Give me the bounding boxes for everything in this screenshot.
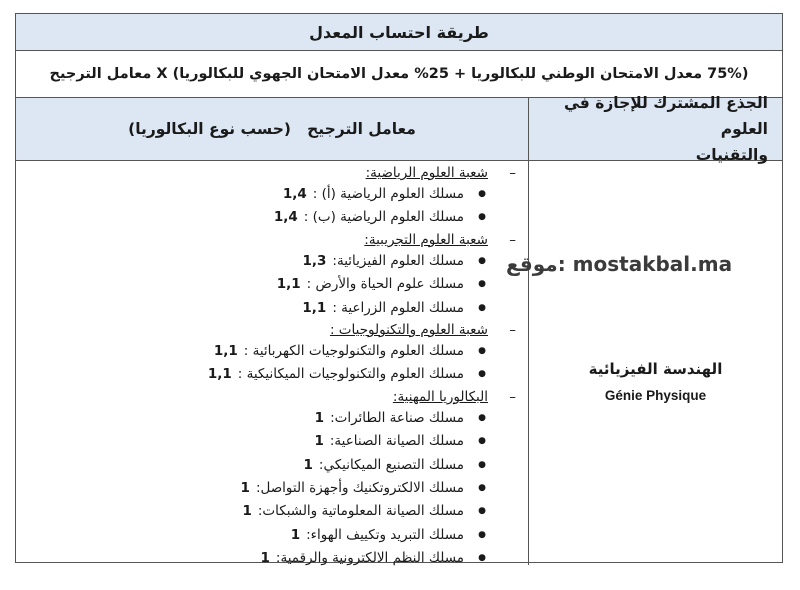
track-coefficient: 1,1: [213, 342, 238, 359]
track-item: [16, 547, 516, 570]
track-item: [16, 250, 516, 273]
track-item: [16, 454, 516, 477]
formula-text: (75% معدل الامتحان الوطني للبكالوريا + 25% معدل الامتحان الجهوي للبكالوريا) X معامل الترجيح: [49, 66, 749, 82]
track-name: مسلك النظم الالكترونية والرقمية:: [275, 550, 464, 567]
track-coefficient: 1,1: [302, 299, 327, 316]
header-program-line2: والتقنيات: [695, 146, 768, 164]
track-coefficient: 1: [314, 433, 324, 450]
body-row: [16, 161, 782, 565]
track-item: [16, 183, 516, 206]
track-name: مسلك العلوم الرياضية (أ) :: [312, 186, 464, 202]
track-coefficient: 1: [314, 409, 325, 426]
group-label-text: شعبة العلوم الرياضية:: [365, 165, 488, 181]
header-coefficient-cell: [16, 98, 528, 160]
track-name: مسلك صناعة الطائرات:: [330, 409, 464, 426]
coefficients-cell: [16, 161, 528, 565]
track-item: [16, 273, 516, 296]
track-coefficient: 1,1: [207, 366, 232, 383]
track-item: [16, 363, 516, 386]
header-coefficient-text: معامل الترجيح (حسب نوع البكالوريا): [128, 120, 416, 138]
specialty-french: Génie Physique: [604, 387, 707, 403]
coefficient-table: [15, 13, 783, 567]
track-coefficient: 1: [242, 503, 252, 520]
track-name: مسلك الصيانة الصناعية:: [329, 433, 464, 450]
dash-bullet-icon: –: [509, 165, 516, 181]
track-coefficient: 1: [303, 456, 313, 473]
group-label-text: شعبة العلوم والتكنولوجيات :: [329, 321, 488, 338]
track-item: [16, 297, 516, 320]
track-coefficient: 1,3: [302, 252, 327, 269]
group-label: [16, 387, 516, 407]
header-program-line1: الجذع المشترك للإجازة في العلوم: [564, 94, 768, 138]
track-item: [16, 477, 516, 500]
track-name: مسلك العلوم والتكنولوجيات الميكانيكية :: [237, 366, 464, 383]
group-label-text: شعبة العلوم التجريبية:: [364, 231, 488, 248]
track-item: [16, 407, 516, 430]
group-label: [16, 163, 516, 183]
group-label: [16, 320, 516, 340]
track-name: مسلك العلوم الرياضية (ب) :: [303, 209, 464, 226]
dash-bullet-icon: –: [509, 388, 516, 405]
group-label-text: البكالوريا المهنية:: [392, 388, 488, 405]
track-name: مسلك العلوم الفيزيائية:: [332, 252, 464, 269]
track-coefficient: 1,4: [282, 186, 307, 202]
specialty-cell: [528, 161, 782, 565]
specialty-arabic: الهندسة الفيزيائية: [588, 359, 723, 378]
group-label: [16, 230, 516, 250]
track-name: مسلك التصنيع الميكانيكي:: [318, 456, 464, 473]
track-name: مسلك الصيانة المعلوماتية والشبكات:: [257, 503, 464, 520]
track-name: مسلك العلوم والتكنولوجيات الكهربائية :: [243, 342, 464, 359]
track-item: [16, 206, 516, 229]
track-item: [16, 340, 516, 363]
track-coefficient: 1,1: [276, 276, 301, 293]
dash-bullet-icon: –: [509, 231, 516, 248]
table-title: [16, 14, 782, 51]
watermark-text: موقع: mostakbal.ma: [506, 252, 733, 276]
track-name: مسلك التبريد وتكييف الهواء:: [306, 526, 464, 543]
track-name: مسلك العلوم الزراعية :: [332, 299, 464, 316]
track-item: [16, 524, 516, 547]
title-text: طريقة احتساب المعدل: [309, 22, 489, 42]
track-coefficient: 1: [240, 479, 250, 496]
track-name: مسلك الالكتروتكنيك وأجهزة التواصل:: [255, 479, 464, 496]
track-item: [16, 430, 516, 453]
track-name: مسلك علوم الحياة والأرض :: [306, 276, 464, 293]
track-coefficient: 1,4: [273, 209, 298, 226]
track-coefficient: 1: [260, 550, 270, 567]
track-item: [16, 500, 516, 523]
dash-bullet-icon: –: [509, 321, 516, 338]
header-row: [16, 94, 782, 164]
track-coefficient: 1: [290, 526, 301, 543]
header-program-cell: [528, 94, 782, 164]
